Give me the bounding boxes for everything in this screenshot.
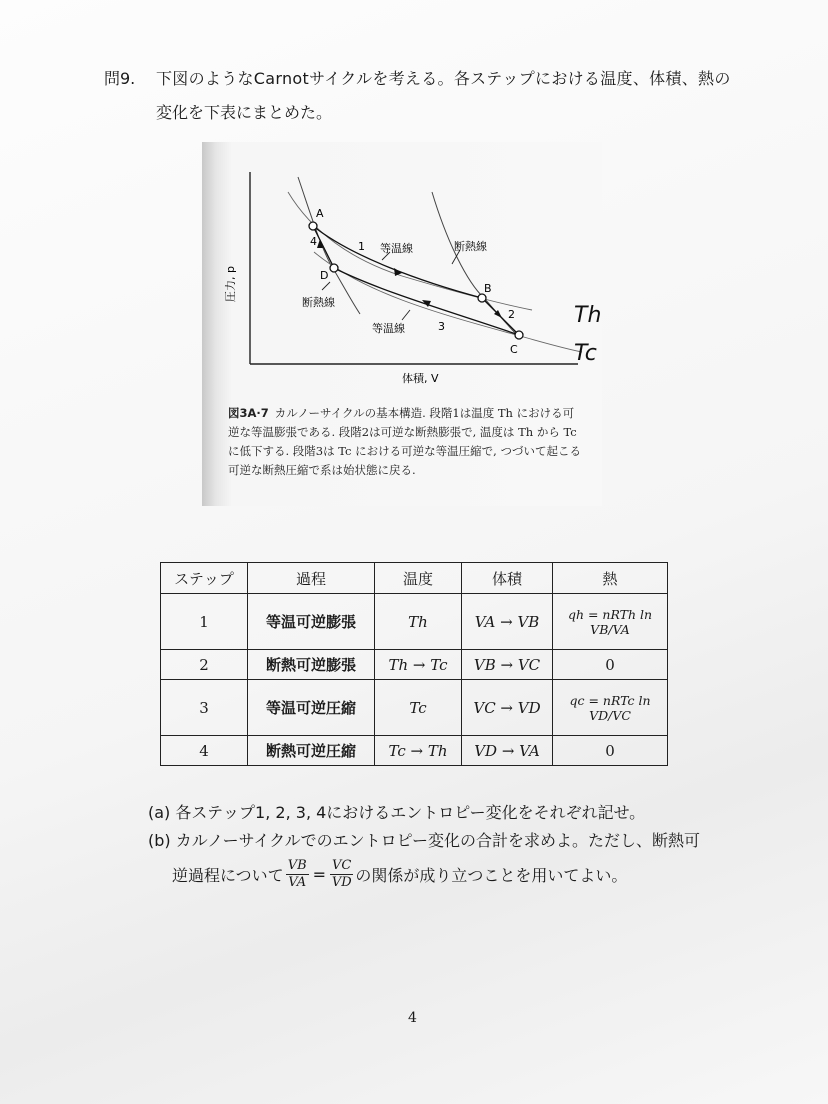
figure-caption: [228, 404, 584, 480]
cell-process: 等温可逆膨張: [248, 594, 375, 650]
cell-process: 断熱可逆圧縮: [248, 736, 375, 766]
step-label-2: 2: [508, 308, 515, 321]
point-a: [309, 222, 317, 230]
table-row: [161, 650, 668, 680]
question-text-line1: 下図のようなCarnotサイクルを考える。各ステップにおける温度、体積、熱の: [156, 69, 731, 88]
label-c: C: [510, 343, 518, 356]
cell-process: 断熱可逆膨張: [248, 650, 375, 680]
relation-lhs-den: VA: [288, 875, 307, 890]
adiabat-right-curve: [432, 192, 520, 338]
part-b-text-line2: 逆過程について $\frac{VB}{VA}$ = $\frac{VC}{VD}$ の関係が成り立つことを用いてよい。: [172, 858, 628, 890]
x-axis-label: 体積, V: [402, 372, 439, 385]
cell-temperature: Tc → Th: [375, 736, 462, 766]
header-heat: 熱: [553, 563, 668, 594]
cell-volume: VD → VA: [462, 736, 553, 766]
pv-diagram: [202, 142, 602, 404]
part-b-text-line1: (b) カルノーサイクルでのエントロピー変化の合計を求めよ。ただし、断熱可: [148, 831, 701, 850]
label-d: D: [320, 269, 329, 282]
table-row: [161, 680, 668, 736]
caption-label: 図3A·7: [228, 406, 269, 420]
label-b: B: [484, 282, 492, 295]
relation-lhs-num: VB: [287, 858, 307, 873]
cell-temperature: Th: [375, 594, 462, 650]
step-label-4: 4: [310, 235, 317, 248]
cell-temperature: Tc: [375, 680, 462, 736]
isotherm-top-label: 等温線: [380, 242, 413, 255]
part-b-pre: 逆過程について: [172, 866, 284, 885]
isotherm-bottom-curve: [314, 252, 582, 352]
relation-lhs: [286, 858, 309, 891]
cell-volume: VB → VC: [462, 650, 553, 680]
cell-step: 3: [161, 680, 248, 736]
step-label-3: 3: [438, 320, 445, 333]
adiabat-right-label: 断熱線: [454, 240, 487, 253]
table-row: [161, 594, 668, 650]
isotherm-bottom-label: 等温線: [372, 322, 405, 335]
cell-heat: 0: [553, 736, 668, 766]
handwritten-tc: Tc: [574, 341, 597, 366]
part-a-text: (a) 各ステップ1, 2, 3, 4におけるエントロピー変化をそれぞれ記せ。: [148, 803, 646, 822]
adiabat-left-curve: [298, 177, 360, 314]
cell-heat: qc = nRTc ln VD/VC: [553, 680, 668, 736]
header-temperature: 温度: [375, 563, 462, 594]
header-step: ステップ: [161, 563, 248, 594]
step-label-1: 1: [358, 240, 365, 253]
point-d: [330, 264, 338, 272]
page-number: 4: [408, 1010, 417, 1026]
label-a: A: [316, 207, 324, 220]
point-b: [478, 294, 486, 302]
cell-heat: 0: [553, 650, 668, 680]
header-volume: 体積: [462, 563, 553, 594]
adiabat-left-label: 断熱線: [302, 296, 335, 309]
carnot-steps-table: [160, 562, 668, 766]
cell-volume: VC → VD: [462, 680, 553, 736]
part-b-post: の関係が成り立つことを用いてよい。: [355, 866, 628, 885]
carnot-figure: [202, 142, 602, 506]
caption-text: カルノーサイクルの基本構造. 段階1は温度 Th における可逆な等温膨張である. 段階2は可逆な断熱膨張で, 温度は Th から Tc に低下する. 段階3は Tc における可逆な等温圧縮で, つづいて起こる可逆な断熱圧縮で系は始状態に戻る.: [228, 406, 581, 477]
table-row: [161, 736, 668, 766]
cell-process: 等温可逆圧縮: [248, 680, 375, 736]
y-axis-label: 圧力, p: [224, 266, 237, 302]
table-header-row: [161, 563, 668, 594]
cell-step: 4: [161, 736, 248, 766]
header-process: 過程: [248, 563, 375, 594]
cell-volume: VA → VB: [462, 594, 553, 650]
point-c: [515, 331, 523, 339]
relation-rhs: [330, 858, 353, 891]
relation-rhs-den: VD: [331, 875, 352, 890]
cell-step: 2: [161, 650, 248, 680]
cell-step: 1: [161, 594, 248, 650]
cycle-path-1: [313, 226, 482, 298]
handwritten-th: Th: [574, 303, 602, 328]
cell-heat: qh = nRTh ln VB/VA: [553, 594, 668, 650]
cell-temperature: Th → Tc: [375, 650, 462, 680]
question-text-line2: 変化を下表にまとめた。: [156, 103, 333, 122]
question-number: 問9.: [104, 69, 136, 88]
relation-rhs-num: VC: [332, 858, 352, 873]
